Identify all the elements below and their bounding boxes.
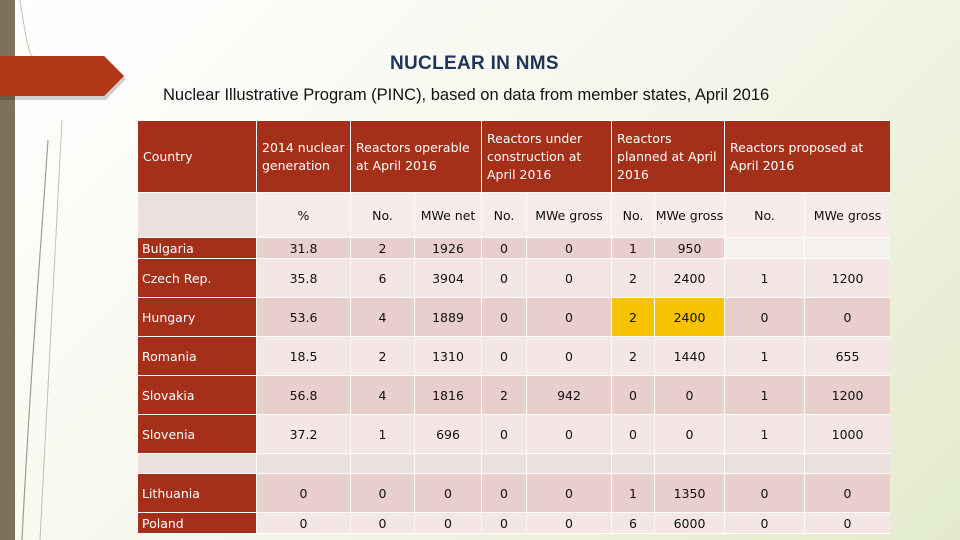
header-proposed: Reactors proposed at April 2016 [725,121,890,193]
data-cell: 4 [351,298,415,337]
data-cell: 0 [527,474,612,513]
data-cell: 0 [725,513,805,534]
header-operable: Reactors operable at April 2016 [351,121,482,193]
country-cell: Bulgaria [138,238,257,259]
data-cell: 0 [482,259,527,298]
data-cell: 0 [805,298,890,337]
header-construction: Reactors under construction at April 2016 [482,121,612,193]
country-cell: Hungary [138,298,257,337]
data-cell: 1889 [415,298,482,337]
subheader-cell: No. [482,193,527,238]
data-cell: 0 [482,238,527,259]
data-cell: 1000 [805,415,890,454]
data-cell: 0 [527,415,612,454]
data-cell: 1 [725,259,805,298]
data-cell: 2 [351,337,415,376]
country-cell: Slovenia [138,415,257,454]
country-cell: Slovakia [138,376,257,415]
data-cell: 0 [612,415,655,454]
title-tab [0,56,124,96]
slide-title: NUCLEAR IN NMS [390,53,559,74]
data-cell: 0 [482,298,527,337]
data-cell: 0 [415,513,482,534]
highlighted-cell: 2 [612,298,655,337]
data-cell: 1 [725,337,805,376]
slide-subtitle: Nuclear Illustrative Program (PINC), based on data from member states, April 2016 [163,86,770,104]
header-country: Country [138,121,257,193]
data-cell: 0 [725,474,805,513]
spacer-row [138,454,891,474]
data-cell: 0 [482,513,527,534]
data-cell: 950 [655,238,725,259]
subheader-cell: No. [612,193,655,238]
subheader-cell: No. [725,193,805,238]
data-cell: 0 [655,376,725,415]
header-planned: Reactors planned at April 2016 [612,121,725,193]
table-row [138,415,891,454]
country-cell: Czech Rep. [138,259,257,298]
data-cell: 1 [725,376,805,415]
data-cell: 6000 [655,513,725,534]
data-cell [725,238,805,259]
table-row [138,474,891,513]
data-cell: 696 [415,415,482,454]
subheader-cell: MWe gross [805,193,890,238]
country-cell: Poland [138,513,257,534]
data-cell: 2 [482,376,527,415]
data-cell: 0 [612,376,655,415]
table-row [138,298,891,337]
data-cell: 56.8 [257,376,351,415]
country-cell: Romania [138,337,257,376]
data-cell: 0 [351,513,415,534]
data-cell: 3904 [415,259,482,298]
data-cell: 0 [527,238,612,259]
data-cell: 0 [482,415,527,454]
highlighted-cell: 2400 [655,298,725,337]
header-generation: 2014 nuclear generation [257,121,351,193]
data-cell: 2 [351,238,415,259]
table-row [138,238,891,259]
data-cell: 0 [527,337,612,376]
data-cell: 0 [351,474,415,513]
data-cell: 0 [482,474,527,513]
data-cell: 31.8 [257,238,351,259]
nuclear-table [137,120,890,540]
subheader-cell: MWe gross [527,193,612,238]
data-cell: 1 [612,238,655,259]
subheader-cell: MWe net [415,193,482,238]
data-cell: 2400 [655,259,725,298]
data-cell: 0 [725,298,805,337]
data-cell: 942 [527,376,612,415]
data-cell: 0 [805,474,890,513]
table-row [138,376,891,415]
data-cell: 53.6 [257,298,351,337]
data-cell: 35.8 [257,259,351,298]
data-cell: 6 [612,513,655,534]
data-cell: 0 [527,513,612,534]
data-cell: 1816 [415,376,482,415]
data-cell: 1 [725,415,805,454]
data-cell: 0 [527,298,612,337]
table-row [138,337,891,376]
data-cell: 655 [805,337,890,376]
header-row [138,121,891,193]
data-cell: 1200 [805,376,890,415]
subheader-blank [138,193,257,238]
country-cell: Lithuania [138,474,257,513]
subheader-row [138,193,891,238]
data-cell [805,238,890,259]
table-row [138,513,891,534]
data-cell: 4 [351,376,415,415]
data-cell: 37.2 [257,415,351,454]
table-row [138,259,891,298]
data-cell: 1 [351,415,415,454]
data-cell: 18.5 [257,337,351,376]
data-cell: 2 [612,259,655,298]
subheader-cell: % [257,193,351,238]
data-cell: 1 [612,474,655,513]
data-cell: 0 [805,513,890,534]
data-cell: 0 [655,415,725,454]
data-cell: 0 [257,513,351,534]
data-cell: 1440 [655,337,725,376]
data-cell: 6 [351,259,415,298]
data-cell: 1310 [415,337,482,376]
data-cell: 0 [527,259,612,298]
data-cell: 1926 [415,238,482,259]
data-cell: 1200 [805,259,890,298]
data-cell: 0 [257,474,351,513]
data-cell: 0 [415,474,482,513]
subheader-cell: MWe gross [655,193,725,238]
subheader-cell: No. [351,193,415,238]
data-cell: 1350 [655,474,725,513]
data-cell: 0 [482,337,527,376]
data-cell: 2 [612,337,655,376]
